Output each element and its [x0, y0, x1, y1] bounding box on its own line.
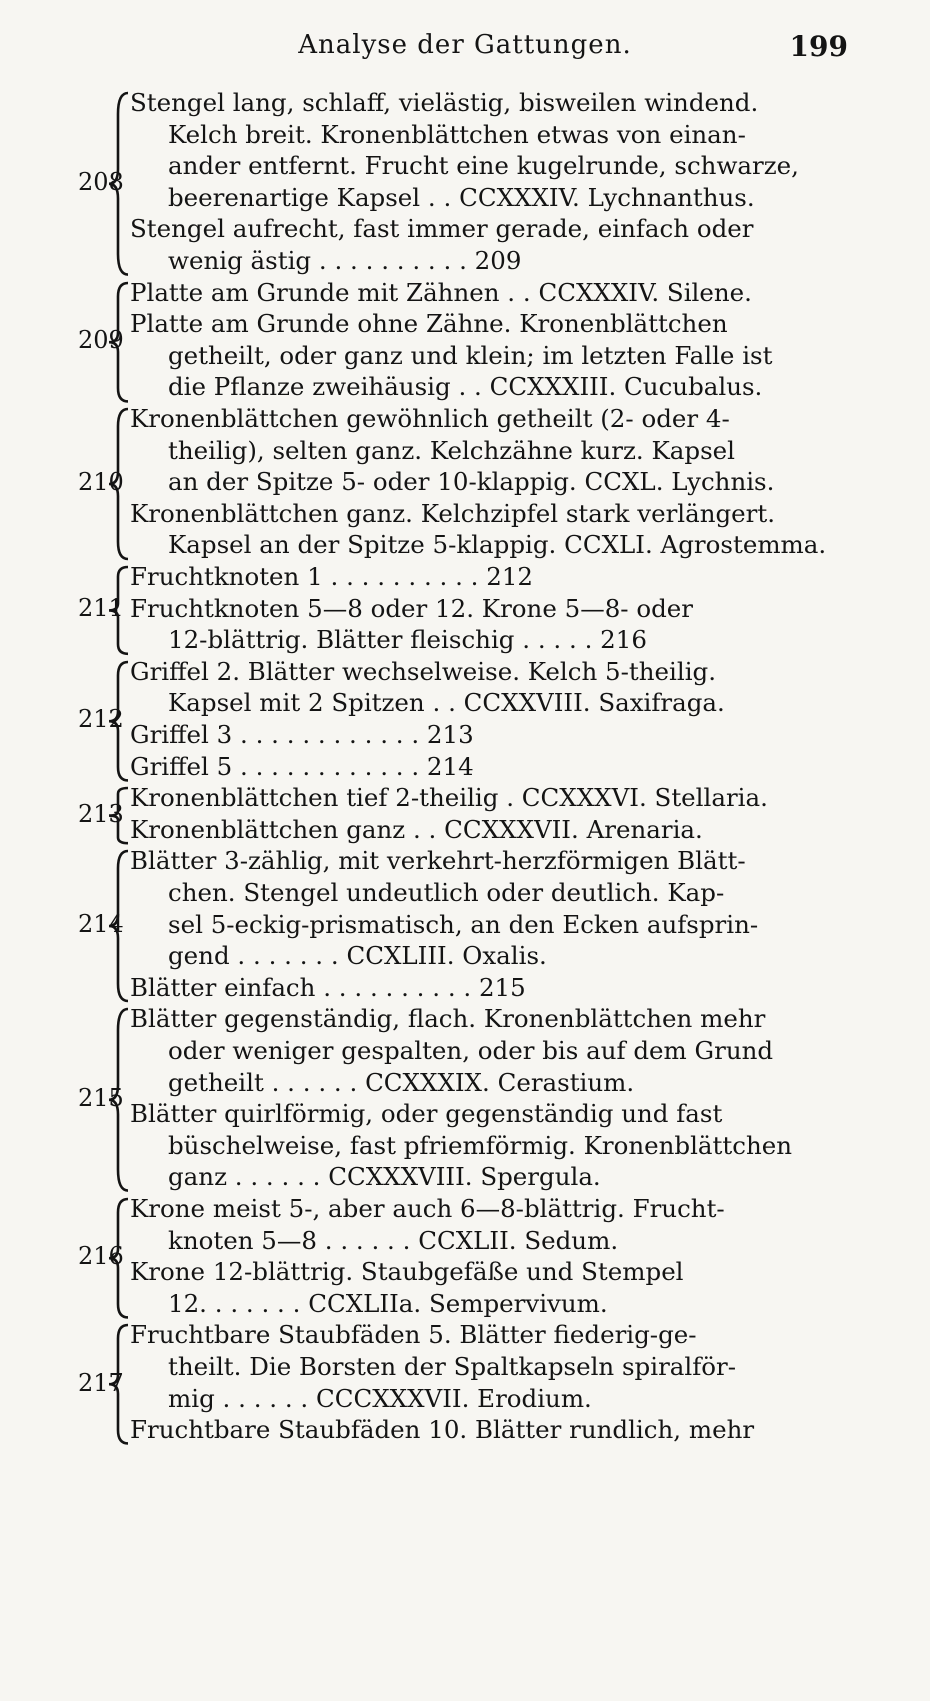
key-entry-number: 217 — [78, 1368, 124, 1397]
key-continuation-line: 12. . . . . . . CCXLIIa. Sempervivum. — [168, 1288, 608, 1318]
key-entry-number: 215 — [78, 1084, 124, 1113]
key-alternative-line: Platte am Grunde ohne Zähne. Kronenblättchen — [130, 309, 728, 339]
key-continuation-line: Kapsel mit 2 Spitzen . . CCXXVIII. Saxifraga. — [168, 688, 725, 718]
key-continuation-line: Kapsel an der Spitze 5-klappig. CCXLI. Agrostemma. — [168, 530, 827, 560]
key-continuation-line: büschelweise, fast pfriemförmig. Kronenblättchen — [168, 1130, 793, 1160]
key-alternative-line: Griffel 2. Blätter wechselweise. Kelch 5-theilig. — [130, 656, 717, 686]
key-entry-number: 212 — [78, 705, 124, 733]
key-continuation-line: chen. Stengel undeutlich oder deutlich. Kap- — [168, 878, 725, 907]
key-entry-number: 211 — [78, 594, 124, 623]
key-continuation-line: beerenartige Kapsel . . CCXXXIV. Lychnanthus. — [168, 182, 755, 212]
key-continuation-line: an der Spitze 5- oder 10-klappig. CCXL. Lychnis. — [168, 467, 775, 497]
key-alternative-line: Fruchtknoten 5—8 oder 12. Krone 5—8- oder — [130, 593, 693, 623]
key-entry-number: 216 — [78, 1242, 124, 1271]
key-alternative-line: Blätter gegenständig, flach. Kronenblättchen mehr — [130, 1004, 766, 1034]
key-alternative-line: Fruchtbare Staubfäden 5. Blätter fiederig-ge- — [130, 1320, 697, 1350]
key-continuation-line: getheilt, oder ganz und klein; im letzten Falle ist — [168, 340, 773, 370]
running-header: Analyse der Gattungen. — [298, 30, 632, 60]
key-alternative-line: Blätter 3-zählig, mit verkehrt-herzförmigen Blätt- — [130, 846, 746, 876]
key-alternative-line: Griffel 5 . . . . . . . . . . . . 214 — [130, 751, 474, 781]
key-entry-number: 210 — [78, 468, 124, 496]
key-continuation-line: ganz . . . . . . CCXXXVIII. Spergula. — [168, 1162, 601, 1192]
key-alternative-line: Blätter quirlförmig, oder gegenständig und fast — [130, 1099, 723, 1129]
key-continuation-line: gend . . . . . . . CCXLIII. Oxalis. — [168, 941, 547, 971]
key-entry-number: 214 — [78, 910, 124, 939]
key-continuation-line: wenig ästig . . . . . . . . . . 209 — [168, 246, 522, 275]
key-continuation-line: getheilt . . . . . . CCXXXIX. Cerastium. — [168, 1067, 635, 1097]
key-entry-number: 208 — [78, 167, 124, 196]
key-alternative-line: Krone meist 5-, aber auch 6—8-blättrig. Frucht- — [130, 1194, 725, 1223]
key-alternative-line: Blätter einfach . . . . . . . . . . 215 — [130, 972, 526, 1002]
key-alternative-line: Kronenblättchen ganz. Kelchzipfel stark verlängert. — [130, 498, 776, 528]
key-alternative-line: Kronenblättchen gewöhnlich getheilt (2- oder 4- — [130, 404, 730, 433]
key-alternative-line: Krone 12-blättrig. Staubgefäße und Stempel — [130, 1257, 684, 1287]
key-continuation-line: die Pflanze zweihäusig . . CCXXXIII. Cucubalus. — [168, 372, 763, 402]
key-alternative-line: Platte am Grunde mit Zähnen . . CCXXXIV. Silene. — [130, 277, 752, 307]
page-number: 199 — [789, 30, 848, 63]
key-continuation-line: ander entfernt. Frucht eine kugelrunde, schwarze, — [168, 151, 799, 181]
key-alternative-line: Griffel 3 . . . . . . . . . . . . 213 — [130, 720, 474, 749]
key-continuation-line: Kelch breit. Kronenblättchen etwas von einan- — [168, 119, 746, 149]
key-continuation-line: sel 5-eckig-prismatisch, an den Ecken aufsprin- — [168, 909, 759, 939]
key-alternative-line: Kronenblättchen ganz . . CCXXXVII. Arenaria. — [130, 814, 703, 844]
key-continuation-line: mig . . . . . . CCCXXXVII. Erodium. — [168, 1383, 592, 1413]
key-continuation-line: theilt. Die Borsten der Spaltkapseln spiralför- — [168, 1352, 737, 1381]
key-continuation-line: 12-blättrig. Blätter fleischig . . . . . 216 — [168, 625, 647, 655]
key-continuation-line: theilig), selten ganz. Kelchzähne kurz. Kapsel — [168, 435, 735, 465]
key-alternative-line: Fruchtbare Staubfäden 10. Blätter rundlich, mehr — [130, 1415, 755, 1445]
key-alternative-line: Kronenblättchen tief 2-theilig . CCXXXVI. Stellaria. — [130, 783, 768, 813]
key-continuation-line: oder weniger gespalten, oder bis auf dem Grund — [168, 1036, 774, 1065]
key-entry-number: 213 — [78, 799, 124, 828]
key-entry-number: 209 — [78, 325, 124, 354]
key-alternative-line: Stengel aufrecht, fast immer gerade, einfach oder — [130, 214, 754, 244]
key-alternative-line: Stengel lang, schlaff, vielästig, bisweilen windend. — [130, 88, 759, 117]
key-alternative-line: Fruchtknoten 1 . . . . . . . . . . 212 — [130, 562, 534, 591]
key-continuation-line: knoten 5—8 . . . . . . CCXLII. Sedum. — [168, 1225, 619, 1255]
